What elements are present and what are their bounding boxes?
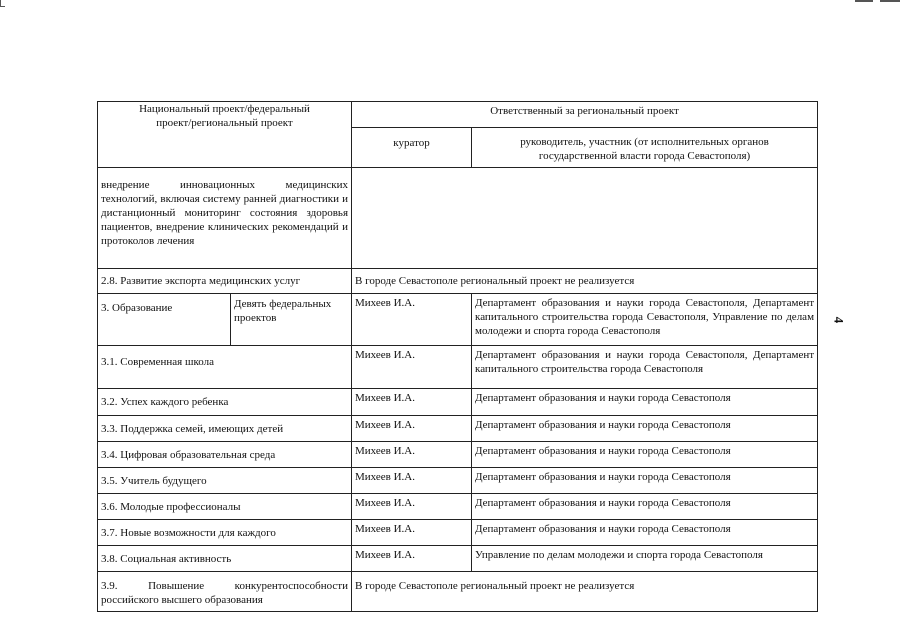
header-project: Национальный проект/федеральный проект/региональный проект xyxy=(98,102,352,168)
leader: Департамент образования и науки города Севастополя, Департамент капитального строительства города Севастополя xyxy=(472,346,818,389)
leader: Департамент образования и науки города Севастополя xyxy=(472,520,818,546)
leader: Управление по делам молодежи и спорта города Севастополя xyxy=(472,546,818,572)
table-row xyxy=(98,416,818,442)
project-name: 3.8. Социальная активность xyxy=(98,546,352,572)
curator: Михеев И.А. xyxy=(352,442,472,468)
leader: Департамент образования и науки города Севастополя xyxy=(472,416,818,442)
note: В городе Севастополе региональный проект не реализуется xyxy=(352,572,818,612)
leader: Департамент образования и науки города Севастополя xyxy=(472,468,818,494)
table-row xyxy=(98,546,818,572)
curator: Михеев И.А. xyxy=(352,520,472,546)
table-row xyxy=(98,294,818,346)
project-name: 3.7. Новые возможности для каждого xyxy=(98,520,352,546)
curator: Михеев И.А. xyxy=(352,416,472,442)
table-row xyxy=(98,389,818,416)
curator: Михеев И.А. xyxy=(352,389,472,416)
curator: Михеев И.А. xyxy=(352,468,472,494)
table-row xyxy=(98,346,818,389)
header-leader: руководитель, участник (от исполнительных органов государственной власти города Севастополя) xyxy=(472,128,818,168)
table-row xyxy=(98,442,818,468)
page-number: 4 xyxy=(831,316,847,324)
continuation-text: внедрение инновационных медицинских технологий, включая систему ранней диагностики и дистанционный мониторинг состояния здоровья пациентов, внедрение клинических рекомендаций и протоколов лечения xyxy=(98,168,352,269)
project-name: 3.9. Повышение конкурентоспособности российского высшего образования xyxy=(98,572,352,612)
table-row xyxy=(98,269,818,294)
table-row xyxy=(98,520,818,546)
header-curator: куратор xyxy=(352,128,472,168)
leader: Департамент образования и науки города Севастополя, Департамент капитального строительства города Севастополя, Управление по делам молодежи и спорта города Севастополя xyxy=(472,294,818,346)
table-row xyxy=(98,468,818,494)
project-name: 3. Образование xyxy=(98,294,231,346)
curator: Михеев И.А. xyxy=(352,294,472,346)
header-row xyxy=(98,102,818,128)
project-name: 3.4. Цифровая образовательная среда xyxy=(98,442,352,468)
leader: Департамент образования и науки города Севастополя xyxy=(472,494,818,520)
curator: Михеев И.А. xyxy=(352,494,472,520)
project-name: 3.6. Молодые профессионалы xyxy=(98,494,352,520)
subprojects: Девять федеральных проектов xyxy=(231,294,352,346)
note: В городе Севастополе региональный проект не реализуется xyxy=(352,269,818,294)
curator: Михеев И.А. xyxy=(352,546,472,572)
leader: Департамент образования и науки города Севастополя xyxy=(472,442,818,468)
scan-edge-mark xyxy=(880,0,900,2)
project-name: 3.2. Успех каждого ребенка xyxy=(98,389,352,416)
table-row xyxy=(98,572,818,612)
scan-edge-mark xyxy=(855,0,873,2)
project-name: 3.3. Поддержка семей, имеющих детей xyxy=(98,416,352,442)
project-table xyxy=(97,101,818,612)
project-name: 2.8. Развитие экспорта медицинских услуг xyxy=(98,269,352,294)
curator: Михеев И.А. xyxy=(352,346,472,389)
table-row xyxy=(98,494,818,520)
scan-corner-mark xyxy=(0,0,5,7)
leader: Департамент образования и науки города Севастополя xyxy=(472,389,818,416)
project-name: 3.5. Учитель будущего xyxy=(98,468,352,494)
header-responsible: Ответственный за региональный проект xyxy=(352,102,818,128)
project-name: 3.1. Современная школа xyxy=(98,346,352,389)
table-row xyxy=(98,168,818,269)
empty-cell xyxy=(352,168,818,269)
